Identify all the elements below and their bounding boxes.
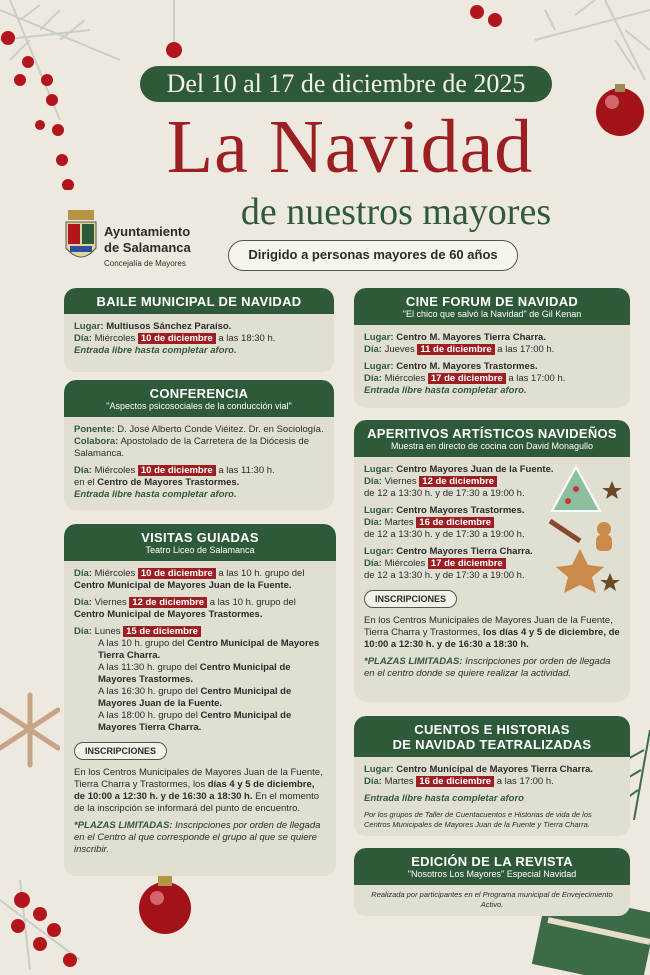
card-aperitivos (354, 420, 630, 702)
label-dia: Día: (74, 597, 92, 608)
center: Centro Municipal de Mayores Tierra Charra. (98, 710, 292, 733)
card-baile (64, 288, 334, 372)
card-header (354, 288, 630, 325)
limited-places-note: Inscripciones por orden de llegada en el Centro al que corresponde el grupo al que se quiere inscribir. (74, 820, 321, 855)
org-name-line1: Ayuntamiento (104, 224, 191, 239)
session-time: A las 18:00 h. grupo del (98, 710, 198, 721)
time: a las 11:30 h. (218, 465, 275, 476)
card-subtitle: "Aspectos psicosociales de la conducción vial" (106, 401, 292, 411)
time: a las 17:00 h. (496, 776, 554, 787)
registration-dates: días 4 y 5 de diciembre, de 10:00 a 12:30 h. y de 16:30 a 18:30 h. (74, 779, 315, 802)
center: Centro Municipal de Mayores Juan de la Fuente. (74, 580, 292, 591)
event-dates-banner: Del 10 al 17 de diciembre de 2025 (140, 66, 552, 102)
center: Centro Municipal de Mayores Trastormes. (98, 662, 291, 685)
label-lugar: Lugar: (74, 321, 104, 332)
label-dia: Día: (364, 517, 382, 528)
label-dia: Día: (74, 333, 92, 344)
hours: de 12 a 13:30 h. y de 17:30 a 19:00 h. (364, 570, 525, 581)
time: a las 10 h. grupo del (218, 568, 305, 579)
weekday: Lunes (94, 626, 121, 637)
snowflake-decoration (0, 690, 60, 770)
card-cuentos (354, 716, 630, 836)
card-subtitle: Muestra en directo de cocina con David Monagullo (390, 441, 594, 451)
card-title: VISITAS GUIADAS (141, 530, 259, 545)
label-dia: Día: (364, 344, 382, 355)
date-highlight: 10 de diciembre (138, 465, 216, 476)
session-time: A las 16:30 h. grupo del (98, 686, 198, 697)
date-highlight: 16 de diciembre (416, 517, 494, 528)
date-highlight: 12 de diciembre (419, 476, 497, 487)
card-title: BAILE MUNICIPAL DE NAVIDAD (96, 294, 302, 309)
coat-of-arms-icon (64, 210, 98, 266)
date-highlight: 17 de diciembre (428, 558, 506, 569)
date-highlight: 10 de diciembre (138, 333, 216, 344)
venue: Multiusos Sánchez Paraíso. (106, 321, 232, 332)
hours: de 12 a 13:30 h. y de 17:30 a 19:00 h. (364, 488, 525, 499)
card-revista (354, 848, 630, 916)
card-header (64, 524, 336, 561)
place-prefix: en el (74, 477, 95, 488)
weekday: Miércoles (94, 568, 136, 579)
performers-note: Por los grupos de Taller de Cuentacuentos e Historias de vida de los Centros Municipales de Mayores Juan de la Fuente y Tierra Charra. (364, 810, 592, 829)
label-lugar: Lugar: (364, 764, 394, 775)
venue: Centro Mayores Juan de la Fuente. (396, 464, 554, 475)
venue: Centro M. Mayores Trastormes. (396, 361, 538, 372)
date-highlight: 10 de diciembre (138, 568, 216, 579)
label-ponente: Ponente: (74, 424, 115, 435)
session-time: A las 10 h. grupo del (98, 638, 185, 649)
date-highlight: 12 de diciembre (129, 597, 207, 608)
card-title: CINE FORUM DE NAVIDAD (405, 294, 579, 309)
page-title: La Navidad (166, 105, 534, 189)
card-header (64, 288, 334, 314)
limited-places-note: Inscripciones por orden de llegada en el centro donde se quiere realizar la actividad. (364, 656, 611, 679)
session-time: A las 11:30 h. grupo del (98, 662, 198, 673)
card-subtitle: "Nosotros Los Mayores" Especial Navidad (407, 869, 577, 879)
card-conferencia (64, 380, 334, 510)
label-plazas: *PLAZAS LIMITADAS: (364, 656, 463, 667)
card-cine (354, 288, 630, 408)
weekday: Viernes (384, 476, 417, 487)
card-header (354, 420, 630, 457)
audience-badge: Dirigido a personas mayores de 60 años (228, 240, 518, 271)
card-title: APERITIVOS ARTÍSTICOS NAVIDEÑOS (367, 426, 617, 441)
label-dia: Día: (74, 465, 92, 476)
date-highlight: 15 de diciembre (123, 626, 201, 637)
org-name-line2: de Salamanca (104, 240, 191, 255)
date-highlight: 16 de diciembre (416, 776, 494, 787)
weekday: Miércoles (94, 465, 136, 476)
christmas-cookies-illustration (542, 461, 626, 601)
page-subtitle: de nuestros mayores (240, 191, 552, 233)
label-dia: Día: (364, 776, 382, 787)
card-title-line1: CUENTOS E HISTORIAS (414, 722, 570, 737)
weekday: Miércoles (384, 558, 426, 569)
entry-note: Entrada libre hasta completar aforo. (74, 345, 237, 356)
venue: Centro Municipal de Mayores Tierra Charra. (396, 764, 593, 775)
organization-logo (64, 208, 214, 274)
label-lugar: Lugar: (364, 505, 394, 516)
venue: Centro de Mayores Trastormes. (97, 477, 240, 488)
registration-text: En los Centros Municipales de Mayores Juan de la Fuente, Tierra Charra y Trastormes, (364, 615, 613, 638)
card-title: EDICIÓN DE LA REVISTA (411, 854, 573, 869)
venue: Centro Mayores Trastormes. (396, 505, 525, 516)
card-header (354, 848, 630, 885)
inscripciones-badge: INSCRIPCIONES (364, 590, 457, 608)
label-lugar: Lugar: (364, 361, 394, 372)
label-dia: Día: (74, 568, 92, 579)
label-colabora: Colabora: (74, 436, 119, 447)
weekday: Jueves (384, 344, 415, 355)
label-dia: Día: (74, 626, 92, 637)
date-highlight: 11 de diciembre (417, 344, 494, 355)
speaker: D. José Alberto Conde Viéitez. Dr. en Sociología. (117, 424, 324, 435)
registration-dates: los días 4 y 5 de diciembre, de 10:00 a 12:30 h. y de 16:30 a 18:30 h. (364, 627, 620, 650)
card-visitas (64, 524, 336, 876)
label-lugar: Lugar: (364, 546, 394, 557)
weekday: Miércoles (94, 333, 136, 344)
weekday: Viernes (94, 597, 127, 608)
weekday: Miércoles (384, 373, 426, 384)
entry-note: Entrada libre hasta completar aforo. (74, 489, 237, 500)
card-header (354, 716, 630, 757)
label-dia: Día: (364, 476, 382, 487)
card-subtitle: Teatro Liceo de Salamanca (145, 545, 255, 555)
registration-note: En el momento de la inscripción se informará del punto de encuentro. (74, 791, 320, 814)
entry-note: Entrada libre hasta completar aforo. (364, 385, 527, 396)
inscripciones-badge: INSCRIPCIONES (74, 742, 167, 760)
label-dia: Día: (364, 373, 382, 384)
venue: Centro M. Mayores Tierra Charra. (396, 332, 546, 343)
org-department: Concejalía de Mayores (104, 259, 186, 268)
center: Centro Municipal de Mayores Tierra Charra. (98, 638, 320, 661)
date-highlight: 17 de diciembre (428, 373, 506, 384)
time: a las 17:00 h. (508, 373, 566, 384)
time: a las 10 h. grupo del (209, 597, 296, 608)
entry-note: Entrada libre hasta completar aforo (364, 793, 524, 804)
card-title-line2: DE NAVIDAD TEATRALIZADAS (392, 737, 592, 752)
card-header (64, 380, 334, 417)
pine-branch-top-center-decoration (158, 0, 188, 60)
time: a las 17:00 h. (497, 344, 555, 355)
label-lugar: Lugar: (364, 332, 394, 343)
hours: de 12 a 13:30 h. y de 17:30 a 19:00 h. (364, 529, 525, 540)
weekday: Martes (384, 776, 414, 787)
magazine-note: Realizada por participantes en el Programa municipal de Envejecimiento Activo. (371, 890, 613, 909)
label-lugar: Lugar: (364, 464, 394, 475)
label-dia: Día: (364, 558, 382, 569)
registration-text: En los Centros Municipales de Mayores Juan de la Fuente, Tierra Charra y Trastormes, los (74, 767, 323, 790)
collaborator: Apostolado de la Carretera de la Diócesis de Salamanca. (74, 436, 309, 459)
center: Centro Municipal de Mayores Trastormes. (74, 609, 263, 620)
center: Centro Municipal de Mayores Juan de la Fuente. (98, 686, 292, 709)
card-subtitle: "El chico que salvó la Navidad" de Gil Kenan (402, 309, 582, 319)
time: a las 18:30 h. (218, 333, 276, 344)
weekday: Martes (384, 517, 414, 528)
label-plazas: *PLAZAS LIMITADAS: (74, 820, 173, 831)
venue: Centro Mayores Tierra Charra. (396, 546, 533, 557)
card-title: CONFERENCIA (149, 386, 249, 401)
